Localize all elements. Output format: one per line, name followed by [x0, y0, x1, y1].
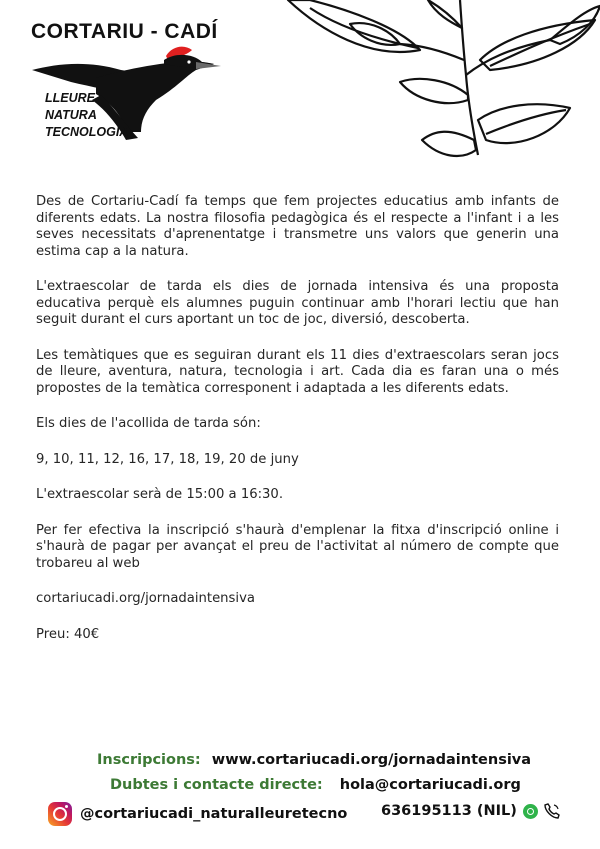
contact-line — [110, 777, 521, 793]
days-list: 9, 10, 11, 12, 16, 17, 18, 19, 20 de juny — [36, 451, 299, 467]
days-label: Els dies de l'acollida de tarda són: — [36, 416, 261, 431]
instagram-icon — [48, 802, 72, 826]
brand-title: CORTARIU - CADÍ — [31, 20, 218, 43]
tagline-natura: NATURA — [45, 108, 97, 122]
instagram-row[interactable] — [48, 802, 347, 826]
instagram-handle[interactable]: @cortariucadi_naturalleuretecno — [80, 806, 348, 822]
inscripcions-url[interactable]: www.cortariucadi.org/jornadaintensiva — [211, 752, 532, 768]
price-text: Preu: 40€ — [36, 626, 100, 642]
purpose-paragraph: L'extraescolar de tarda els dies de jornada intensiva és una proposta educativa perquè els alumnes puguin continuar amb l'horari lectiu que han seguit durant el curs aportant un toc de joc, diversió, descoberta. — [36, 279, 559, 327]
contact-label: Dubtes i contacte directe: — [110, 777, 323, 793]
themes-paragraph: Les temàtiques que es seguiran durant els 11 dies d'extraescolars seran jocs de lleure, aventura, natura, tecnologia i art. Cada dia es faran una o més propostes de la temàtica corresponent i adaptada a les diferents edats. — [36, 347, 559, 396]
tagline-tecnologia: TECNOLOGIA — [45, 125, 129, 139]
inscripcions-label: Inscripcions: — [97, 752, 201, 768]
leaf-branch-icon — [250, 0, 600, 175]
inscripcions-line — [97, 752, 531, 768]
website-link[interactable]: cortariucadi.org/jornadaintensiva — [36, 591, 255, 606]
schedule-text: L'extraescolar serà de 15:00 a 16:30. — [36, 487, 284, 502]
phone-row[interactable] — [381, 803, 560, 819]
tagline — [45, 90, 128, 141]
contact-email[interactable]: hola@cortariucadi.org — [339, 777, 521, 793]
registration-paragraph: Per fer efectiva la inscripció s'haurà d'emplenar la fitxa d'inscripció online i s'haurà de pagar per avançat el preu de l'activitat al número de compte que trobareu al web — [36, 522, 559, 571]
tagline-lleure: LLEURE — [45, 91, 95, 105]
whatsapp-icon — [523, 804, 538, 819]
phone-icon — [544, 803, 560, 819]
intro-paragraph: Des de Cortariu-Cadí fa temps que fem projectes educatius amb infants de diferents edats. La nostra filosofia pedagògica és el respecte a l'infant i a les seves necessitats d'aprenentatge i transmetre uns valors que generin una estima cap a la natura. — [36, 194, 559, 259]
body-content — [36, 194, 559, 662]
phone-number[interactable]: 636195113 (NIL) — [381, 803, 517, 819]
